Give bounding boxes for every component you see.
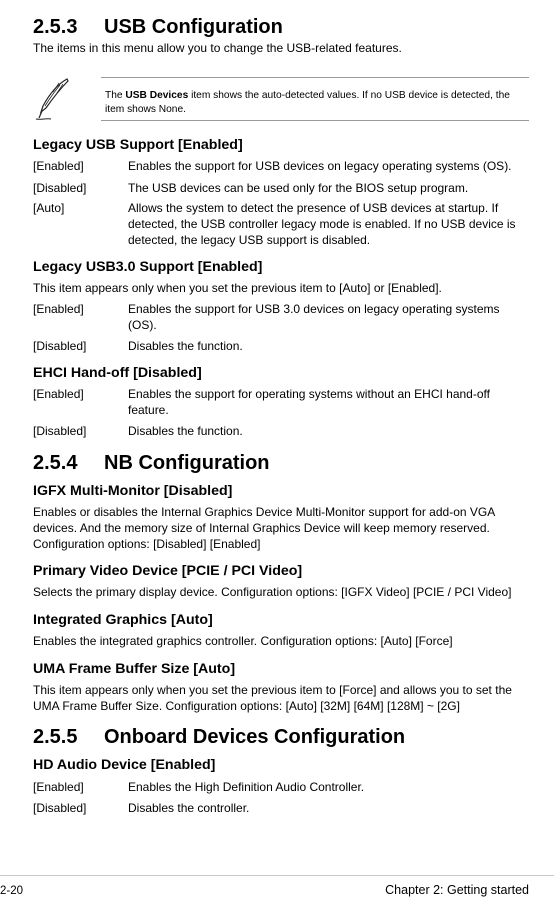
option-row bbox=[33, 423, 523, 439]
ehci-hand-off-heading: EHCI Hand-off [Disabled] bbox=[33, 365, 202, 381]
section-heading-nb-configuration: 2.5.4 NB Configuration bbox=[33, 452, 270, 474]
usb-intro-text: The items in this menu allow you to change the USB-related features. bbox=[33, 41, 402, 55]
section-heading-onboard-devices: 2.5.5 Onboard Devices Configuration bbox=[33, 726, 406, 748]
option-desc: Enables the High Definition Audio Controller. bbox=[128, 780, 365, 794]
chapter-label: Chapter 2: Getting started bbox=[385, 883, 529, 897]
igfx-multi-monitor-heading: IGFX Multi-Monitor [Disabled] bbox=[33, 483, 233, 499]
option-key: [Enabled] bbox=[33, 780, 84, 794]
option-desc: Disables the function. bbox=[128, 339, 243, 353]
note-divider-bottom bbox=[101, 120, 529, 121]
option-row bbox=[33, 301, 523, 333]
option-key: [Auto] bbox=[33, 201, 65, 215]
option-desc: Disables the function. bbox=[128, 424, 243, 438]
igfx-multi-monitor-text: Enables or disables the Internal Graphics Device Multi-Monitor support for add-on VGA devices. And the memory size of Internal Graphics Device will keep memory reserved. Configuration options: [Disabled] [Enabled] bbox=[33, 505, 495, 551]
option-key: [Enabled] bbox=[33, 387, 84, 401]
note-divider-top bbox=[101, 77, 529, 78]
option-desc: The USB devices can be used only for the BIOS setup program. bbox=[128, 181, 469, 195]
option-row bbox=[33, 158, 523, 174]
uma-frame-buffer-text: This item appears only when you set the previous item to [Force] and allows you to set the UMA Frame Buffer Size. Configuration options: [Auto] [32M] [64M] [128M] ~ [2G] bbox=[33, 683, 512, 713]
option-desc: Disables the controller. bbox=[128, 801, 250, 815]
legacy-usb3-support-heading: Legacy USB3.0 Support [Enabled] bbox=[33, 259, 263, 275]
option-key: [Disabled] bbox=[33, 181, 87, 195]
page-number: 2-20 bbox=[0, 885, 24, 897]
legacy-usb3-intro: This item appears only when you set the previous item to [Auto] or [Enabled]. bbox=[33, 281, 442, 295]
primary-video-device-heading: Primary Video Device [PCIE / PCI Video] bbox=[33, 563, 303, 579]
option-row bbox=[33, 338, 523, 354]
pen-icon bbox=[33, 76, 73, 122]
note-box bbox=[33, 72, 529, 120]
note-text: The USB Devices item shows the auto-detected values. If no USB device is detected, the item shows None. bbox=[105, 90, 510, 115]
integrated-graphics-heading: Integrated Graphics [Auto] bbox=[33, 612, 213, 628]
option-row bbox=[33, 800, 523, 816]
hd-audio-device-heading: HD Audio Device [Enabled] bbox=[33, 757, 216, 773]
primary-video-device-text: Selects the primary display device. Configuration options: [IGFX Video] [PCIE / PCI Video] bbox=[33, 585, 512, 599]
option-key: [Disabled] bbox=[33, 424, 87, 438]
integrated-graphics-text: Enables the integrated graphics controller. Configuration options: [Auto] [Force] bbox=[33, 634, 453, 648]
option-row bbox=[33, 386, 523, 418]
option-desc: Enables the support for USB devices on legacy operating systems (OS). bbox=[128, 159, 512, 173]
option-key: [Disabled] bbox=[33, 801, 87, 815]
footer-divider bbox=[0, 875, 554, 876]
option-row bbox=[33, 779, 523, 795]
option-row bbox=[33, 180, 523, 196]
option-key: [Enabled] bbox=[33, 302, 84, 316]
option-desc: Enables the support for USB 3.0 devices on legacy operating systems (OS). bbox=[128, 302, 500, 332]
option-desc: Enables the support for operating systems without an EHCI hand-off feature. bbox=[128, 387, 490, 417]
option-key: [Enabled] bbox=[33, 159, 84, 173]
uma-frame-buffer-heading: UMA Frame Buffer Size [Auto] bbox=[33, 661, 236, 677]
legacy-usb-support-heading: Legacy USB Support [Enabled] bbox=[33, 137, 243, 153]
option-row bbox=[33, 200, 523, 248]
section-heading-usb-configuration: 2.5.3 USB Configuration bbox=[33, 16, 283, 38]
option-desc: Allows the system to detect the presence of USB devices at startup. If detected, the USB controller legacy mode is enabled. If no USB device is detected, the legacy USB support is disabled. bbox=[128, 201, 516, 247]
option-key: [Disabled] bbox=[33, 339, 87, 353]
